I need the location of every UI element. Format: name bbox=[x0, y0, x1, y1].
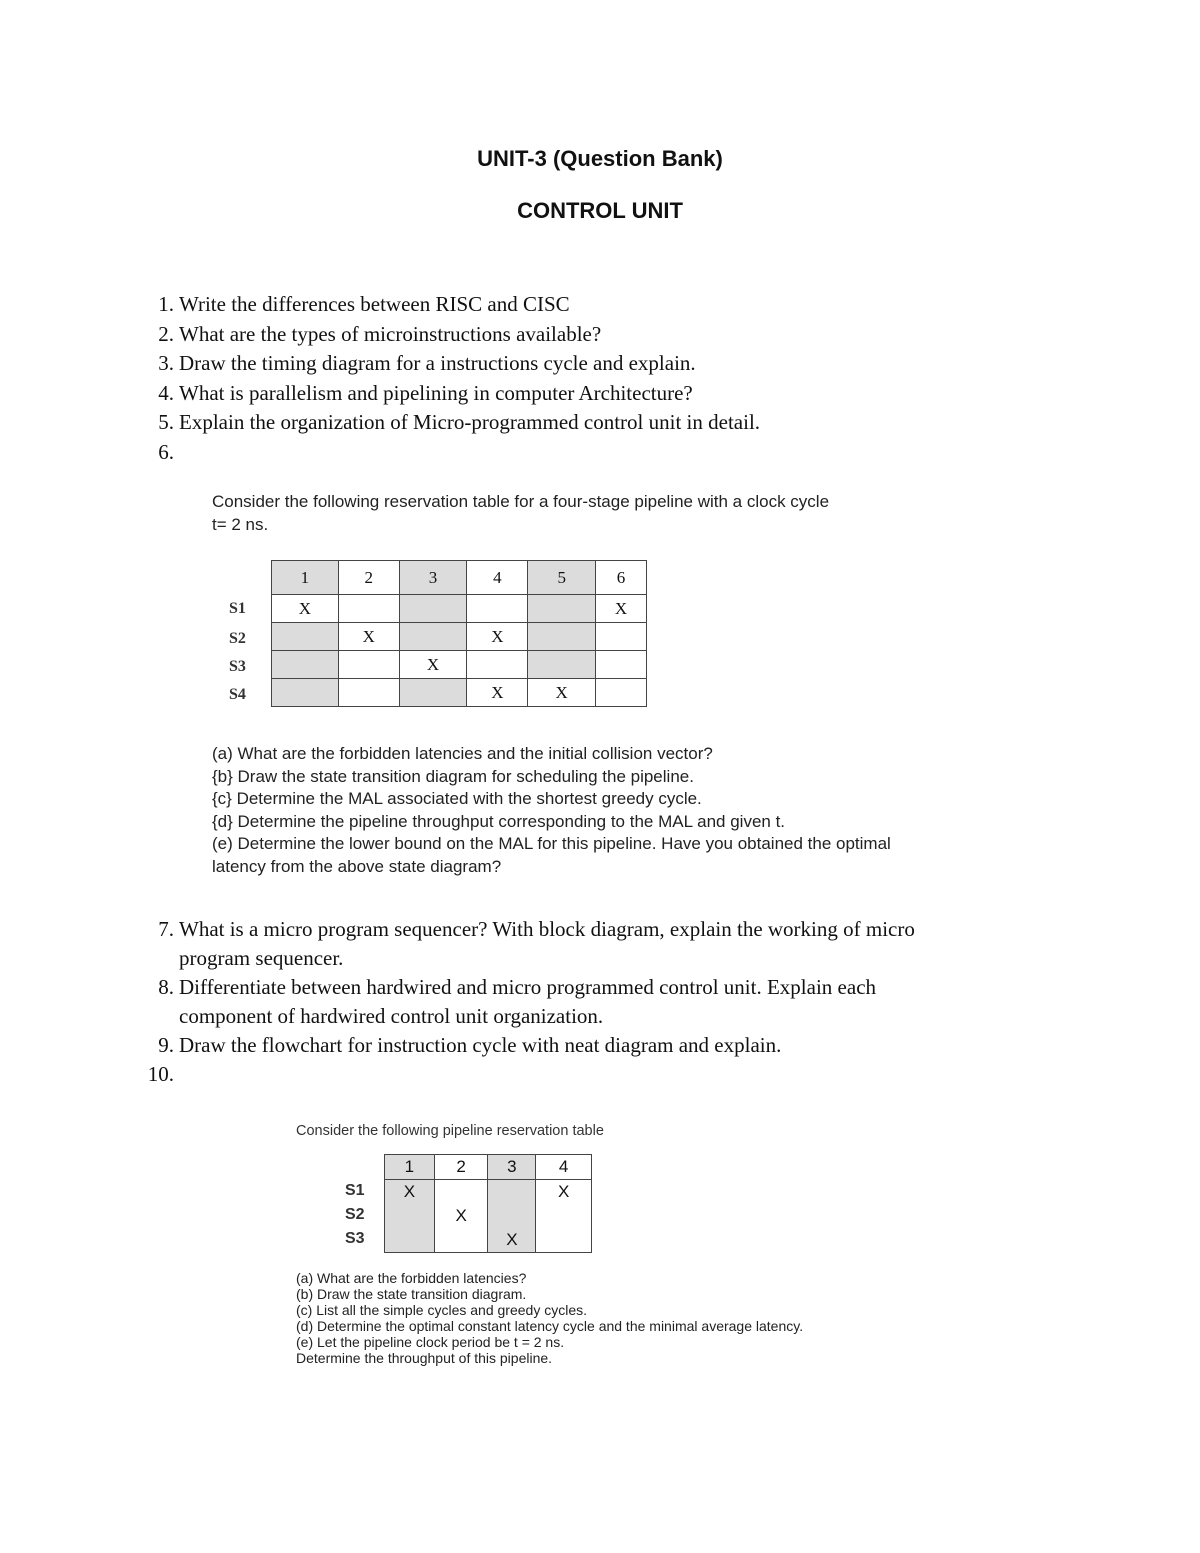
question-list-b bbox=[140, 915, 1140, 1095]
table-cell bbox=[488, 1204, 536, 1228]
q6-part: {c} Determine the MAL associated with the shortest greedy cycle. bbox=[212, 789, 702, 808]
table-cell: X bbox=[596, 595, 647, 623]
question-text: What is a micro program sequencer? With block diagram, explain the working of micro bbox=[179, 917, 915, 941]
column-header: 3 bbox=[488, 1155, 536, 1180]
question-text: What is parallelism and pipelining in computer Architecture? bbox=[179, 380, 693, 405]
table-cell bbox=[596, 679, 647, 707]
page-title: UNIT-3 (Question Bank) bbox=[477, 146, 723, 171]
q6-intro bbox=[212, 491, 1172, 536]
q6-part: (a) What are the forbidden latencies and the initial collision vector? bbox=[212, 744, 713, 763]
table-cell bbox=[528, 651, 596, 679]
q6-part: {d} Determine the pipeline throughput corresponding to the MAL and given t. bbox=[212, 811, 786, 831]
table-cell bbox=[272, 651, 339, 679]
row-label: S2 bbox=[229, 630, 246, 647]
table-cell bbox=[434, 1180, 488, 1205]
table-cell: X bbox=[536, 1180, 592, 1205]
list-item bbox=[140, 944, 1140, 973]
list-item bbox=[140, 1060, 1140, 1089]
question-list-a bbox=[140, 290, 1140, 470]
q10-part: (a) What are the forbidden latencies? bbox=[296, 1270, 527, 1286]
q6-reservation-table bbox=[271, 560, 647, 707]
table-cell bbox=[536, 1204, 592, 1228]
table-cell bbox=[338, 679, 399, 707]
table-cell bbox=[434, 1228, 488, 1253]
page-subtitle: CONTROL UNIT bbox=[517, 198, 683, 223]
q10-part: (d) Determine the optimal constant latency cycle and the minimal average latency. bbox=[296, 1318, 804, 1334]
question-text: What are the types of microinstructions available? bbox=[179, 321, 602, 346]
question-number: 5. bbox=[158, 410, 174, 434]
list-item bbox=[140, 349, 1140, 378]
table-cell: X bbox=[272, 595, 339, 623]
list-item bbox=[140, 438, 1140, 467]
table-cell bbox=[596, 651, 647, 679]
column-header: 3 bbox=[399, 561, 467, 595]
table-cell bbox=[272, 623, 339, 651]
table-cell: X bbox=[434, 1204, 488, 1228]
table-cell bbox=[399, 623, 467, 651]
table-cell bbox=[385, 1204, 435, 1228]
question-number: 2. bbox=[158, 321, 174, 346]
table-cell bbox=[399, 595, 467, 623]
question-number: 4. bbox=[158, 380, 174, 405]
question-number: 6. bbox=[158, 439, 174, 464]
table-cell bbox=[338, 595, 399, 623]
table-cell bbox=[528, 595, 596, 623]
table-cell bbox=[385, 1228, 435, 1253]
list-item bbox=[140, 408, 1140, 437]
q6-intro-line1: Consider the following reservation table for a four-stage pipeline with a clock cycle bbox=[212, 492, 830, 511]
table-cell bbox=[596, 623, 647, 651]
table-cell bbox=[467, 595, 528, 623]
q6-part: {b} Draw the state transition diagram for scheduling the pipeline. bbox=[212, 766, 694, 786]
column-header: 1 bbox=[272, 561, 339, 595]
table-cell bbox=[528, 623, 596, 651]
question-text: Differentiate between hardwired and micro programmed control unit. Explain each bbox=[179, 975, 877, 999]
q10-parts bbox=[296, 1270, 1176, 1366]
q10-part: (e) Let the pipeline clock period be t = 2 ns. bbox=[296, 1334, 565, 1350]
table-cell bbox=[338, 651, 399, 679]
q10-part: (b) Draw the state transition diagram. bbox=[296, 1286, 527, 1302]
question-text: program sequencer. bbox=[179, 946, 344, 970]
row-label: S3 bbox=[345, 1230, 365, 1247]
row-label: S1 bbox=[229, 600, 246, 617]
list-item bbox=[140, 379, 1140, 408]
table-cell: X bbox=[467, 623, 528, 651]
question-number: 3. bbox=[158, 351, 174, 375]
question-text: Explain the organization of Micro-programmed control unit in detail. bbox=[179, 410, 761, 434]
q6-intro-line2: t= 2 ns. bbox=[212, 514, 269, 534]
table-cell bbox=[399, 679, 467, 707]
table-cell bbox=[272, 679, 339, 707]
row-label: S4 bbox=[229, 686, 246, 703]
list-item bbox=[140, 290, 1140, 319]
list-item bbox=[140, 320, 1140, 349]
table-cell bbox=[488, 1180, 536, 1205]
q6-part: latency from the above state diagram? bbox=[212, 856, 502, 876]
question-number: 7. bbox=[158, 917, 174, 941]
q10-intro: Consider the following pipeline reservation table bbox=[296, 1123, 604, 1139]
column-header: 2 bbox=[338, 561, 399, 595]
table-cell: X bbox=[385, 1180, 435, 1205]
column-header: 4 bbox=[536, 1155, 592, 1180]
table-cell: X bbox=[399, 651, 467, 679]
column-header: 6 bbox=[596, 561, 647, 595]
question-number: 9. bbox=[158, 1033, 174, 1057]
column-header: 4 bbox=[467, 561, 528, 595]
table-cell: X bbox=[467, 679, 528, 707]
question-number: 8. bbox=[158, 975, 174, 999]
question-number: 10. bbox=[147, 1062, 174, 1086]
list-item bbox=[140, 1002, 1140, 1031]
question-text: Draw the flowchart for instruction cycle with neat diagram and explain. bbox=[179, 1033, 782, 1057]
list-item bbox=[140, 973, 1140, 1002]
table-cell bbox=[467, 651, 528, 679]
question-text: Draw the timing diagram for a instructions cycle and explain. bbox=[179, 351, 696, 375]
row-label: S1 bbox=[345, 1182, 365, 1199]
row-label: S3 bbox=[229, 658, 246, 675]
q10-part: Determine the throughput of this pipeline. bbox=[296, 1350, 553, 1366]
q10-reservation-table bbox=[384, 1154, 592, 1253]
list-item bbox=[140, 915, 1140, 944]
q6-part: (e) Determine the lower bound on the MAL for this pipeline. Have you obtained the optimal bbox=[212, 834, 891, 853]
q10-part: (c) List all the simple cycles and greedy cycles. bbox=[296, 1302, 587, 1318]
column-header: 2 bbox=[434, 1155, 488, 1180]
q6-parts bbox=[212, 743, 1172, 878]
table-cell: X bbox=[528, 679, 596, 707]
list-item bbox=[140, 1031, 1140, 1060]
question-text: component of hardwired control unit organization. bbox=[179, 1004, 604, 1028]
table-cell: X bbox=[488, 1228, 536, 1253]
question-number: 1. bbox=[158, 292, 174, 316]
table-cell: X bbox=[338, 623, 399, 651]
column-header: 1 bbox=[385, 1155, 435, 1180]
question-text: Write the differences between RISC and CISC bbox=[179, 292, 570, 316]
table-cell bbox=[536, 1228, 592, 1253]
column-header: 5 bbox=[528, 561, 596, 595]
row-label: S2 bbox=[345, 1206, 365, 1223]
